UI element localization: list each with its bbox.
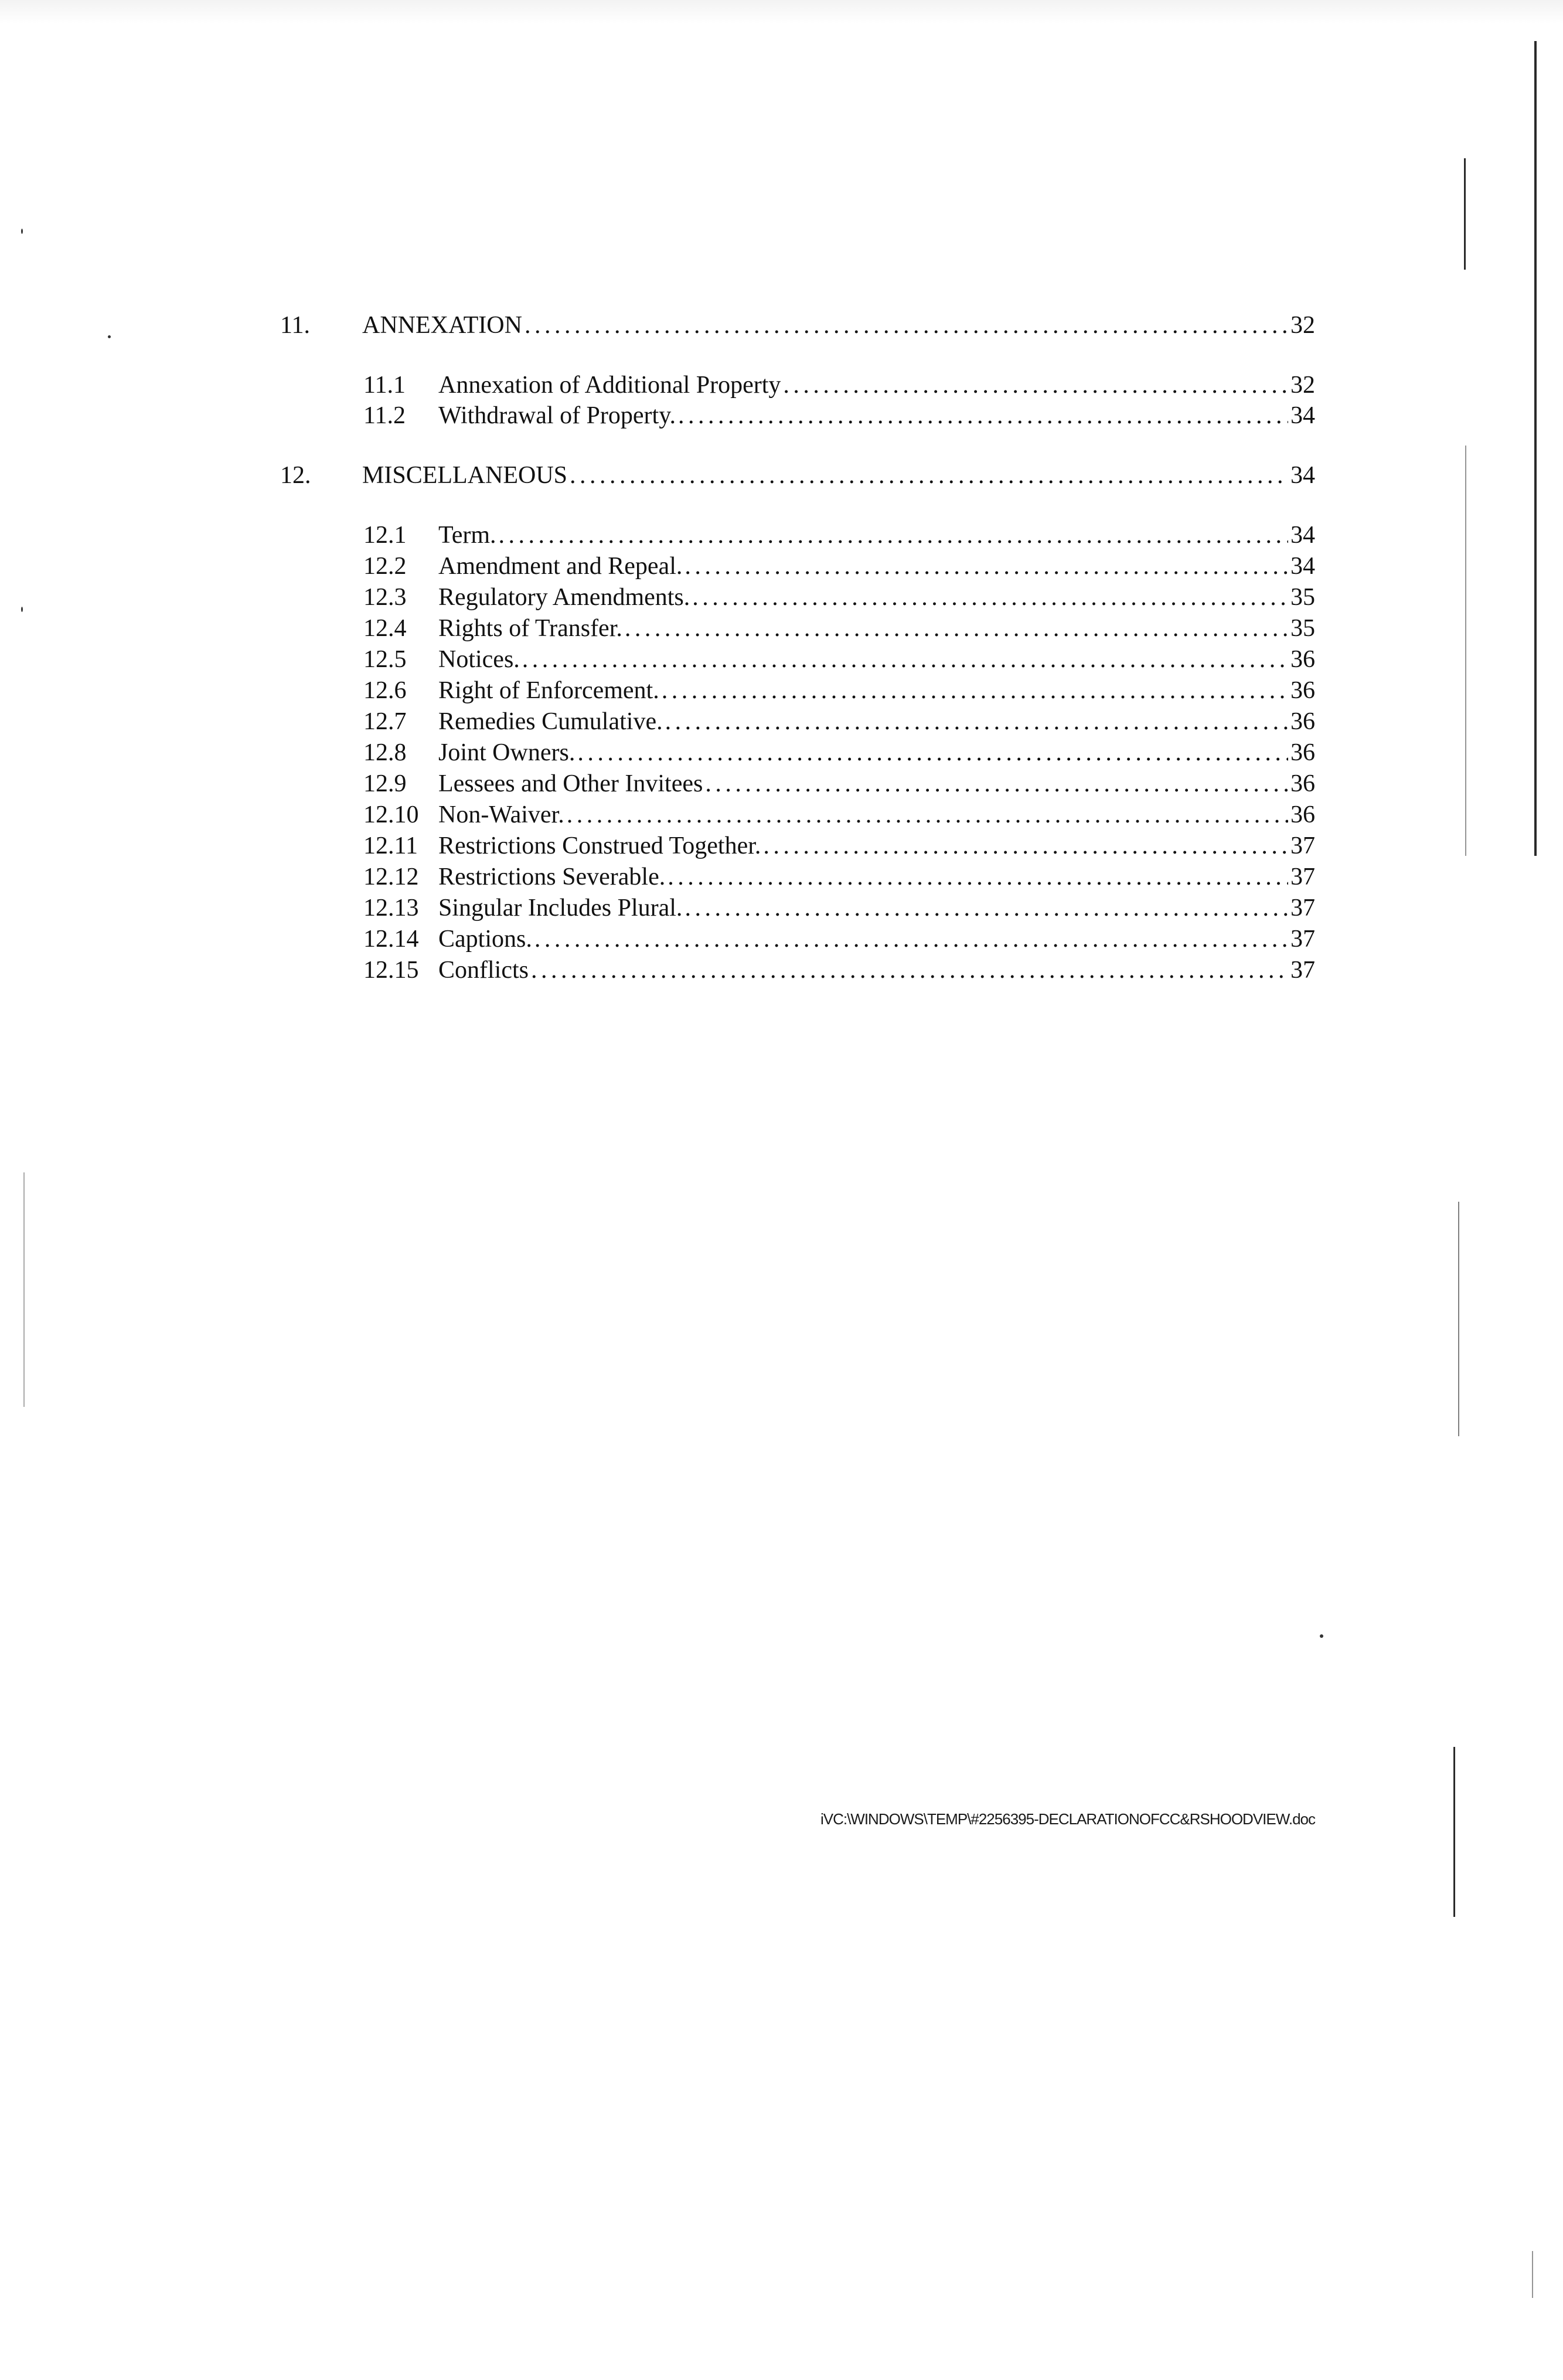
subsection-number: 12.1 <box>363 522 407 549</box>
subsection-title: Regulatory Amendments. <box>438 584 690 611</box>
dot-leader <box>499 521 1288 550</box>
footer-file-path: iVC:\WINDOWS\TEMP\#2256395-DECLARATIONOFCC&RSHOODVIEW.doc <box>820 1810 1315 1828</box>
dot-leader <box>534 924 1288 954</box>
scan-edge-line <box>1534 41 1537 856</box>
subsection-number: 12.15 <box>363 957 419 984</box>
subsection-page-number: 37 <box>1290 863 1315 890</box>
scan-top-shading <box>0 0 1563 23</box>
scan-speck <box>108 335 111 338</box>
subsection-title: Lessees and Other Invitees <box>438 770 703 797</box>
dot-leader <box>570 461 1288 490</box>
toc-subsection-row <box>363 645 1315 674</box>
toc-subsection-row <box>363 956 1315 985</box>
subsection-page-number: 36 <box>1290 770 1315 797</box>
subsection-page-number: 32 <box>1290 372 1315 399</box>
subsection-number: 12.7 <box>363 708 407 735</box>
section-page-number: 34 <box>1290 462 1315 489</box>
toc-subsection-row <box>363 521 1315 550</box>
subsection-title: Withdrawal of Property. <box>438 402 676 429</box>
subsection-title: Singular Includes Plural. <box>438 895 683 922</box>
scan-edge-line <box>1453 1747 1455 1917</box>
subsection-title: Restrictions Severable. <box>438 863 666 890</box>
subsection-number: 12.13 <box>363 895 419 922</box>
subsection-title: Conflicts <box>438 957 529 984</box>
scan-edge-line <box>1458 1202 1459 1436</box>
dot-leader <box>692 583 1288 612</box>
subsection-page-number: 37 <box>1290 957 1315 984</box>
toc-subsection-row <box>363 707 1315 736</box>
subsection-title: Notices. <box>438 646 520 673</box>
section-title: ANNEXATION <box>362 312 522 339</box>
toc-subsection-row <box>363 676 1315 705</box>
subsection-page-number: 37 <box>1290 832 1315 859</box>
dot-leader <box>668 862 1288 892</box>
subsection-title: Joint Owners. <box>438 739 576 766</box>
subsection-page-number: 34 <box>1290 522 1315 549</box>
subsection-number: 12.10 <box>363 801 419 828</box>
dot-leader <box>567 800 1288 829</box>
subsection-page-number: 36 <box>1290 708 1315 735</box>
subsection-page-number: 36 <box>1290 739 1315 766</box>
toc-subsection-row <box>363 738 1315 767</box>
toc-subsection-row <box>363 831 1315 861</box>
toc-subsection-row <box>363 862 1315 892</box>
subsection-title: Amendment and Repeal. <box>438 553 683 580</box>
section-number: 12. <box>280 462 311 489</box>
toc-subsection-row <box>363 370 1315 400</box>
dot-leader <box>685 893 1288 923</box>
dot-leader <box>625 614 1288 643</box>
subsection-page-number: 35 <box>1290 584 1315 611</box>
dot-leader <box>763 831 1288 861</box>
scan-speck <box>21 229 23 234</box>
subsection-page-number: 37 <box>1290 926 1315 953</box>
subsection-page-number: 35 <box>1290 615 1315 642</box>
subsection-number: 12.6 <box>363 677 407 704</box>
toc-subsection-row <box>363 401 1315 430</box>
dot-leader <box>522 645 1288 674</box>
scan-speck <box>1320 1634 1323 1638</box>
dot-leader <box>525 311 1288 340</box>
subsection-number: 12.8 <box>363 739 407 766</box>
subsection-number: 11.1 <box>363 372 406 399</box>
dot-leader <box>783 370 1288 400</box>
subsection-title: Non-Waiver. <box>438 801 564 828</box>
subsection-title: Captions. <box>438 926 532 953</box>
subsection-number: 12.12 <box>363 863 419 890</box>
dot-leader <box>577 738 1288 767</box>
scan-speck <box>21 607 23 612</box>
scan-edge-line <box>23 1172 25 1407</box>
section-title: MISCELLANEOUS <box>362 462 568 489</box>
dot-leader <box>662 676 1288 705</box>
subsection-page-number: 36 <box>1290 801 1315 828</box>
subsection-number: 12.11 <box>363 832 418 859</box>
toc-section-row <box>280 311 1315 340</box>
toc-section-row <box>280 461 1315 490</box>
subsection-page-number: 36 <box>1290 646 1315 673</box>
toc-subsection-row <box>363 614 1315 643</box>
subsection-page-number: 34 <box>1290 402 1315 429</box>
subsection-page-number: 36 <box>1290 677 1315 704</box>
toc-subsection-row <box>363 769 1315 798</box>
subsection-title: Remedies Cumulative. <box>438 708 663 735</box>
dot-leader <box>705 769 1288 798</box>
subsection-page-number: 34 <box>1290 553 1315 580</box>
subsection-number: 12.9 <box>363 770 407 797</box>
subsection-number: 12.5 <box>363 646 407 673</box>
dot-leader <box>685 552 1288 581</box>
scan-edge-line <box>1532 2251 1533 2298</box>
subsection-title: Term. <box>438 522 496 549</box>
subsection-number: 12.3 <box>363 584 407 611</box>
subsection-page-number: 37 <box>1290 895 1315 922</box>
subsection-title: Annexation of Additional Property <box>438 372 781 399</box>
subsection-number: 12.2 <box>363 553 407 580</box>
scan-edge-line <box>1465 446 1466 856</box>
subsection-title: Restrictions Construed Together. <box>438 832 761 859</box>
toc-subsection-row <box>363 924 1315 954</box>
dot-leader <box>531 956 1288 985</box>
subsection-number: 11.2 <box>363 402 406 429</box>
toc-subsection-row <box>363 552 1315 581</box>
scan-edge-line <box>1464 158 1466 270</box>
dot-leader <box>665 707 1288 736</box>
subsection-title: Right of Enforcement. <box>438 677 659 704</box>
toc-subsection-row <box>363 893 1315 923</box>
subsection-number: 12.14 <box>363 926 419 953</box>
section-number: 11. <box>280 312 310 339</box>
section-page-number: 32 <box>1290 312 1315 339</box>
subsection-number: 12.4 <box>363 615 407 642</box>
dot-leader <box>678 401 1288 430</box>
toc-subsection-row <box>363 800 1315 829</box>
toc-subsection-row <box>363 583 1315 612</box>
subsection-title: Rights of Transfer. <box>438 615 622 642</box>
